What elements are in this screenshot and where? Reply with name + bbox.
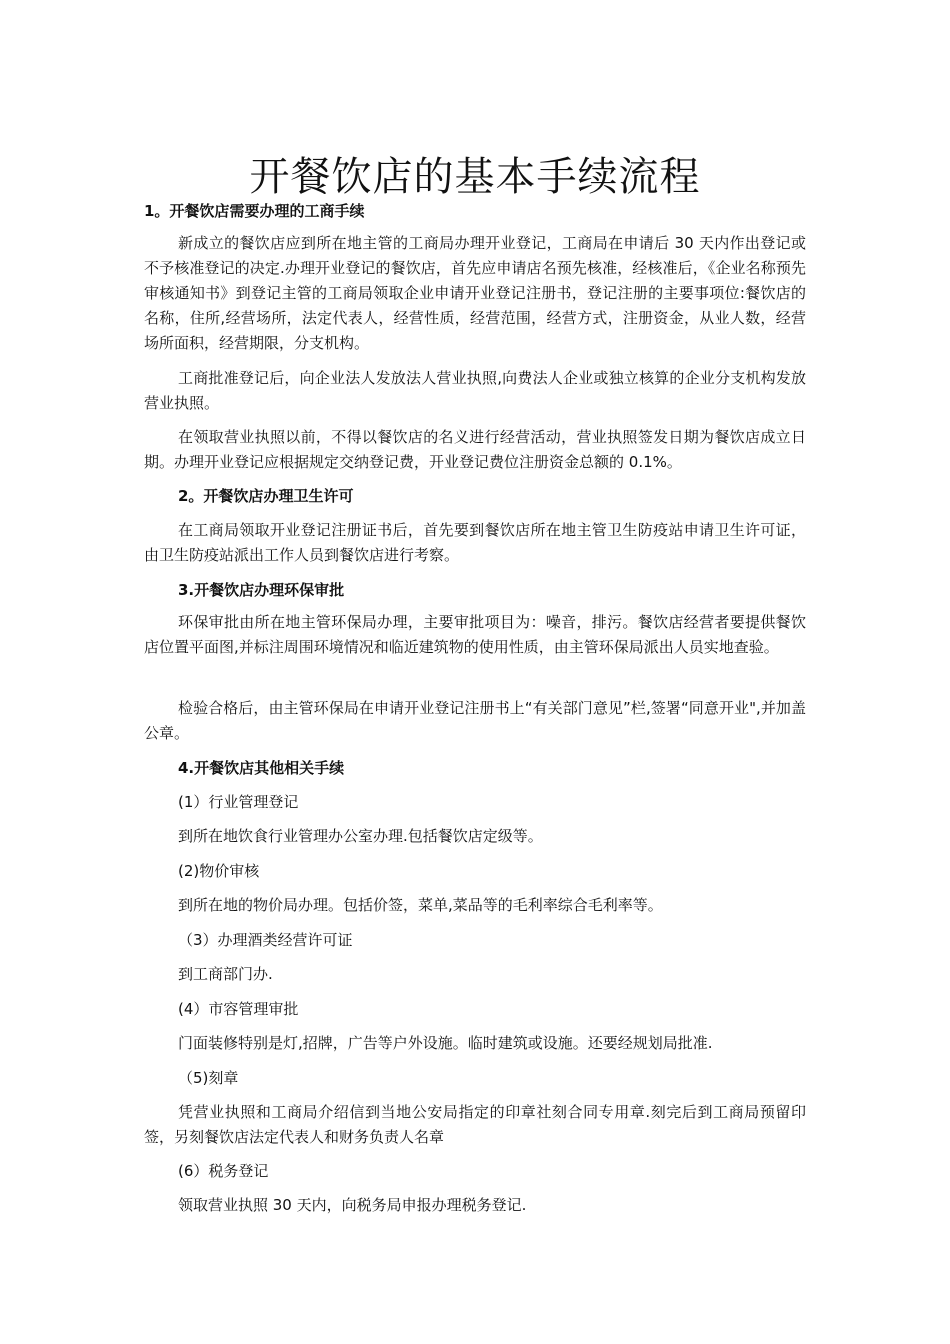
section-1-paragraph-2: 工商批准登记后，向企业法人发放法人营业执照,向费法人企业或独立核算的企业分支机构发放营业执照。 (144, 369, 806, 412)
item-6-label: (6）税务登记 (178, 1162, 269, 1180)
item-1-text: 到所在地饮食行业管理办公室办理.包括餐饮店定级等。 (178, 827, 543, 845)
item-5-text: 凭营业执照和工商局介绍信到当地公安局指定的印章社刻合同专用章.刻完后到工商局预留印签，另刻餐饮店法定代表人和财务负责人名章 (144, 1103, 806, 1146)
item-4-label: (4）市容管理审批 (178, 1000, 299, 1018)
item-1-label: (1）行业管理登记 (178, 793, 299, 811)
item-6-text: 领取营业执照 30 天内，向税务局申报办理税务登记. (178, 1196, 527, 1214)
section-1-paragraph-1: 新成立的餐饮店应到所在地主管的工商局办理开业登记，工商局在申请后 30 天内作出登记或不予核准登记的决定.办理开业登记的餐饮店，首先应申请店名预先核准，经核准后，《企业名称预先审核通知书》到登记主管的工商局领取企业申请开业登记注册书，登记注册的主要事项位:餐饮店的名称，住所,经营场所，法定代表人，经营性质，经营范围，经营方式，注册资金，从业人数，经营场所面积，经营期限，分支机构。 (144, 234, 806, 352)
item-5-label: （5)刻章 (178, 1069, 239, 1087)
section-1-paragraph-3: 在领取营业执照以前，不得以餐饮店的名义进行经营活动，营业执照签发日期为餐饮店成立日期。办理开业登记应根据规定交纳登记费，开业登记费位注册资金总额的 0.1%。 (144, 428, 806, 471)
section-1-heading: 1。开餐饮店需要办理的工商手续 (144, 202, 365, 220)
item-4-text: 门面装修特别是灯,招牌，广告等户外设施。临时建筑或设施。还要经规划局批准. (178, 1034, 713, 1052)
section-3-heading: 3.开餐饮店办理环保审批 (178, 581, 345, 599)
item-3-label: （3）办理酒类经营许可证 (178, 931, 353, 949)
item-2-text: 到所在地的物价局办理。包括价签，菜单,菜品等的毛利率综合毛利率等。 (178, 896, 663, 914)
section-2-heading: 2。开餐饮店办理卫生许可 (178, 487, 354, 505)
section-3-paragraph-1: 环保审批由所在地主管环保局办理，主要审批项目为：噪音，排污。餐饮店经营者要提供餐饮店位置平面图,并标注周围环境情况和临近建筑物的使用性质，由主管环保局派出人员实地查验。 (144, 613, 806, 656)
section-3-paragraph-2: 检验合格后，由主管环保局在申请开业登记注册书上“有关部门意见”栏,签署“同意开业",并加盖公章。 (144, 699, 806, 742)
item-3-text: 到工商部门办. (178, 965, 273, 983)
item-2-label: (2)物价审核 (178, 862, 260, 880)
page-title: 开餐饮店的基本手续流程 (249, 153, 701, 200)
section-2-paragraph-1: 在工商局领取开业登记注册证书后，首先要到餐饮店所在地主管卫生防疫站申请卫生许可证，由卫生防疫站派出工作人员到餐饮店进行考察。 (144, 521, 806, 564)
section-4-heading: 4.开餐饮店其他相关手续 (178, 759, 345, 777)
